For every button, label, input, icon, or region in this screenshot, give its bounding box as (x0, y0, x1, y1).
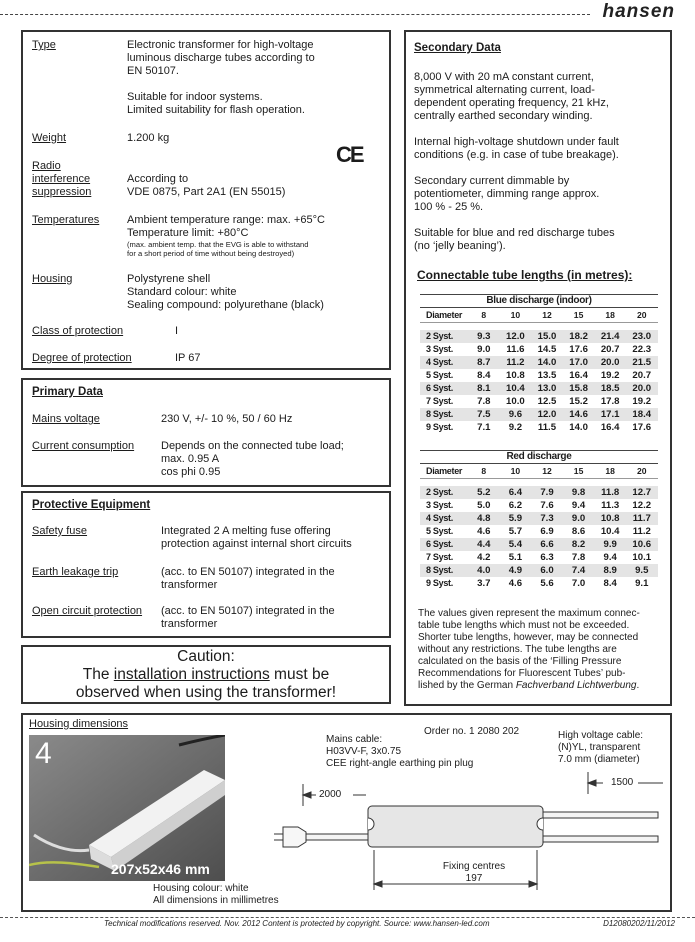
table-cell: 4.6 (508, 578, 523, 589)
table-cell: 9.2 (508, 422, 523, 433)
footer-note: Technical modifications reserved. Nov. 2012 Content is protected by copyright. Source: (104, 919, 414, 928)
fixing-line: Fixing centres (442, 861, 506, 872)
table-cell: 21.5 (632, 357, 652, 368)
table-cell: 13.0 (537, 383, 557, 394)
table-cell: 15.8 (569, 383, 588, 394)
header-cell: 10 (510, 310, 521, 320)
caution-title: Caution: (177, 648, 235, 665)
housing-label: Housing (32, 273, 73, 285)
table-cell: 7.4 (571, 565, 586, 576)
caution-text: The (82, 666, 114, 683)
table-cell: 9.4 (571, 500, 586, 511)
table-row (420, 356, 658, 369)
hv-cable-line: 7.0 mm (diameter) (558, 754, 640, 765)
table-row (420, 538, 658, 551)
note-line: The values given represent the maximum connec- (418, 608, 640, 619)
product-photo-illustration (29, 735, 225, 881)
row-label: 2 Syst. (426, 331, 453, 341)
table-cell: 12.5 (537, 396, 557, 407)
red-table-title: Red discharge (420, 450, 658, 464)
table-cell: 8.6 (571, 526, 586, 537)
row-label: 7 Syst. (426, 552, 453, 562)
table-cell: 7.1 (477, 422, 491, 433)
fuse-value (161, 525, 352, 551)
secondary-line: potentiometer, dimming range approx. (414, 188, 600, 200)
note-line: Shorter tube lengths, however, may be connected (418, 632, 639, 643)
table-cell: 9.8 (571, 487, 586, 498)
type-description (127, 39, 315, 117)
table-cell: 5.7 (508, 526, 523, 537)
brand-logo: hansen (602, 1, 675, 22)
fixing-centres (413, 861, 535, 885)
table-cell: 8.2 (571, 539, 586, 550)
table-cell: 5.6 (540, 578, 554, 589)
note-line: without any restrictions. The tube lengths are (418, 644, 617, 655)
table-cell: 3.7 (477, 578, 491, 589)
row-label: 2 Syst. (426, 487, 453, 497)
table-cell: 17.6 (569, 344, 588, 355)
mains-value: 230 V, +/- 10 %, 50 / 60 Hz (161, 413, 293, 425)
degree-label: Degree of protection (32, 352, 132, 364)
table-cell: 22.3 (632, 344, 652, 355)
current-line: cos phi 0.95 (161, 466, 221, 478)
table-cell: 8.4 (603, 578, 617, 589)
table-cell: 12.0 (506, 331, 525, 342)
class-value: I (175, 325, 179, 337)
protective-box (21, 491, 391, 638)
table-cell: 7.6 (540, 500, 554, 511)
current-value (161, 440, 344, 479)
temp-line: Temperature limit: +80°C (127, 227, 249, 239)
table-cell: 20.0 (600, 357, 620, 368)
blue-table-header (420, 308, 658, 323)
table-cell: 4.8 (477, 513, 491, 524)
table-row (420, 343, 658, 356)
earth-line: (acc. to EN 50107) integrated in the (161, 566, 335, 578)
radio-label-line: interference (32, 173, 91, 185)
table-cell: 20.7 (600, 344, 620, 355)
table-cell: 9.0 (571, 513, 586, 524)
secondary-line: 8,000 V with 20 mA constant current, (414, 71, 594, 83)
protective-heading: Protective Equipment (32, 499, 151, 511)
mains-cable-line: Mains cable: (326, 734, 383, 745)
footer-code: D12080202/11/2012 (603, 919, 675, 928)
temp-note: (max. ambient temp. that the EVG is able to withstand (127, 240, 309, 249)
open-label: Open circuit protection (32, 605, 143, 617)
open-value (161, 605, 335, 631)
table-cell: 6.0 (540, 565, 554, 576)
header-cell: 8 (481, 466, 487, 476)
housing-line: Sealing compound: polyurethane (black) (127, 299, 324, 311)
table-cell: 4.2 (477, 552, 491, 563)
radio-value-line: VDE 0875, Part 2A1 (EN 55015) (127, 186, 286, 198)
note-line (418, 680, 666, 692)
table-cell: 17.0 (569, 357, 588, 368)
row-label: 7 Syst. (426, 396, 453, 406)
fixing-line: 197 (465, 873, 483, 884)
current-line: Depends on the connected tube load; (161, 440, 344, 452)
table-cell: 5.2 (477, 487, 491, 498)
footer-rule (0, 917, 695, 918)
header-cell: 12 (542, 310, 552, 320)
red-table-body (420, 486, 658, 590)
secondary-line: conditions (e.g. in case of tube breakage). (414, 149, 619, 161)
table-cell: 10.4 (600, 526, 620, 537)
table-cell: 7.8 (477, 396, 491, 407)
row-label: 4 Syst. (426, 513, 453, 523)
blue-table-title: Blue discharge (indoor) (420, 294, 658, 308)
table-row (420, 408, 658, 421)
secondary-heading: Secondary Data (414, 42, 501, 54)
table-cell: 8.9 (603, 565, 617, 576)
table-cell: 9.4 (603, 552, 617, 563)
secondary-line: Internal high-voltage shutdown under fault (414, 136, 619, 148)
header-diameter: Diameter (426, 466, 463, 476)
secondary-line: Secondary current dimmable by (414, 175, 570, 187)
table-cell: 17.1 (600, 409, 620, 420)
table-cell: 6.6 (540, 539, 554, 550)
table-row (420, 577, 658, 590)
table-cell: 11.7 (632, 513, 651, 524)
tube-lengths-heading: Connectable tube lengths (in metres): (417, 268, 633, 282)
row-label: 5 Syst. (426, 526, 453, 536)
table-row (420, 330, 658, 343)
table-row (420, 499, 658, 512)
radio-value (127, 173, 285, 199)
table-cell: 8.1 (477, 383, 491, 394)
note-line: table tube lengths which must not be exceeded. (418, 620, 630, 631)
fuse-label: Safety fuse (32, 525, 88, 537)
housing-value (127, 273, 324, 312)
table-cell: 9.6 (508, 409, 523, 420)
table-cell: 9.3 (477, 331, 491, 342)
table-cell: 20.7 (632, 370, 652, 381)
hv-cable-line: High voltage cable: (558, 730, 644, 741)
product-photo (29, 735, 225, 881)
table-cell: 6.4 (508, 487, 523, 498)
table-cell: 7.3 (540, 513, 554, 524)
table-cell: 10.8 (506, 370, 525, 381)
housing-line: Polystyrene shell (127, 273, 211, 285)
type-box (21, 30, 391, 370)
table-cell: 10.1 (632, 552, 652, 563)
table-row (420, 395, 658, 408)
secondary-line: centrally earthed secondary winding. (414, 110, 593, 122)
table-cell: 10.0 (506, 396, 525, 407)
mains-cable-info (326, 734, 473, 770)
blue-discharge-table (420, 294, 658, 434)
table-cell: 13.5 (537, 370, 557, 381)
fuse-line: Integrated 2 A melting fuse offering (161, 525, 331, 537)
dimension-units: All dimensions in millimetres (153, 895, 279, 906)
housing-dims-heading: Housing dimensions (29, 718, 129, 730)
temp-note: for a short period of time without being destroyed) (127, 249, 295, 258)
earth-line: transformer (161, 579, 218, 591)
table-row (420, 486, 658, 499)
table-cell: 20.0 (632, 383, 652, 394)
radio-value-line: According to (127, 173, 189, 185)
table-cell: 11.5 (537, 422, 557, 433)
table-cell: 4.0 (477, 565, 491, 576)
table-cell: 12.2 (632, 500, 652, 511)
table-cell: 10.8 (600, 513, 620, 524)
row-label: 8 Syst. (426, 409, 453, 419)
secondary-line: (no ‘jelly beaning’). (414, 240, 506, 252)
table-cell: 11.2 (506, 357, 525, 368)
table-cell: 6.3 (540, 552, 554, 563)
secondary-line: 100 % - 25 %. (414, 201, 484, 213)
table-row (420, 512, 658, 525)
table-cell: 9.5 (635, 565, 649, 576)
degree-value: IP 67 (175, 352, 201, 364)
table-cell: 9.1 (635, 578, 649, 589)
primary-heading: Primary Data (32, 386, 103, 398)
secondary-line: symmetrical alternating current, load- (414, 84, 595, 96)
photo-number: 4 (35, 737, 52, 770)
table-cell: 6.9 (540, 526, 554, 537)
table-cell: 6.2 (508, 500, 523, 511)
table-cell: 14.0 (569, 422, 588, 433)
header-rule (0, 14, 590, 15)
temp-value (127, 214, 325, 258)
tube-note (418, 608, 666, 692)
table-row (420, 369, 658, 382)
class-label: Class of protection (32, 325, 124, 337)
header-cell: 18 (605, 466, 615, 476)
note-text: lished by the German (418, 680, 516, 691)
caution-text: must be (269, 666, 330, 683)
table-cell: 5.4 (508, 539, 523, 550)
current-line: max. 0.95 A (161, 453, 220, 465)
row-label: 6 Syst. (426, 383, 453, 393)
blue-table-body (420, 330, 658, 434)
weight-label: Weight (32, 132, 67, 144)
table-cell: 5.9 (508, 513, 523, 524)
row-label: 9 Syst. (426, 578, 453, 588)
table-cell: 10.4 (506, 383, 525, 394)
table-cell: 9.0 (477, 344, 491, 355)
housing-dimensions-box (21, 713, 672, 912)
housing-colour: Housing colour: white (153, 883, 249, 894)
table-cell: 18.5 (600, 383, 620, 394)
table-cell: 16.4 (600, 422, 620, 433)
current-label: Current consumption (32, 440, 135, 452)
table-cell: 8.4 (477, 370, 491, 381)
table-cell: 4.9 (508, 565, 523, 576)
primary-data-box (21, 378, 391, 487)
table-cell: 15.2 (569, 396, 588, 407)
dim-2000: 2000 (319, 789, 342, 800)
row-label: 5 Syst. (426, 370, 453, 380)
table-row (420, 421, 658, 434)
note-line: calculated on the basis of the ‘Filling Pressure (418, 656, 622, 667)
table-cell: 5.0 (477, 500, 491, 511)
red-table-header (420, 464, 658, 479)
open-line: (acc. to EN 50107) integrated in the (161, 605, 335, 617)
type-label: Type (32, 39, 56, 51)
secondary-line: Suitable for blue and red discharge tubes (414, 227, 615, 239)
footer-url[interactable]: www.hansen-led.com (413, 919, 490, 928)
mains-label: Mains voltage (32, 413, 100, 425)
row-label: 4 Syst. (426, 357, 453, 367)
table-cell: 11.8 (601, 487, 620, 498)
header-cell: 15 (573, 310, 584, 320)
table-cell: 16.4 (569, 370, 588, 381)
caution-line-2: observed when using the transformer! (75, 684, 337, 701)
header-cell: 12 (542, 466, 552, 476)
type-line: Electronic transformer for high-voltage (127, 39, 314, 51)
table-cell: 7.9 (540, 487, 554, 498)
header-diameter: Diameter (426, 310, 463, 320)
type-line: EN 50107. (127, 65, 179, 77)
table-row (420, 564, 658, 577)
table-cell: 11.6 (506, 344, 525, 355)
table-cell: 7.8 (571, 552, 586, 563)
table-cell: 17.6 (632, 422, 652, 433)
type-line: luminous discharge tubes according to (127, 52, 315, 64)
table-cell: 4.4 (477, 539, 491, 550)
earth-label: Earth leakage trip (32, 566, 119, 578)
header-cell: 8 (481, 310, 487, 320)
table-cell: 4.6 (477, 526, 491, 537)
table-cell: 15.0 (537, 331, 557, 342)
radio-label-line: suppression (32, 186, 92, 198)
table-cell: 12.7 (632, 487, 652, 498)
secondary-text (414, 71, 666, 253)
table-cell: 18.2 (569, 331, 588, 342)
note-line: Recommendations for Fluorescent Tubes’ pub- (418, 668, 626, 679)
header-cell: 20 (636, 310, 647, 320)
table-cell: 7.5 (477, 409, 491, 420)
table-cell: 21.4 (600, 331, 620, 342)
note-text: . (636, 680, 640, 691)
radio-label (32, 160, 91, 199)
row-label: 3 Syst. (426, 500, 453, 510)
table-cell: 14.6 (569, 409, 588, 420)
indoor-line: Suitable for indoor systems. (127, 91, 263, 103)
ce-mark: CE (336, 142, 363, 167)
note-italic: Fachverband Lichtwerbung (515, 680, 637, 691)
row-label: 9 Syst. (426, 422, 453, 432)
row-label: 8 Syst. (426, 565, 453, 575)
weight-value: 1.200 kg (127, 132, 170, 144)
table-cell: 10.6 (632, 539, 652, 550)
open-line: transformer (161, 618, 218, 630)
table-cell: 19.2 (632, 396, 652, 407)
table-cell: 12.0 (537, 409, 557, 420)
temp-label: Temperatures (32, 214, 100, 226)
mains-cable-line: H03VV-F, 3x0.75 (326, 746, 402, 757)
earth-value (161, 566, 335, 592)
hv-cable-info (558, 730, 643, 766)
table-cell: 7.0 (571, 578, 586, 589)
table-cell: 11.3 (601, 500, 620, 511)
table-cell: 23.0 (632, 331, 652, 342)
indoor-line: Limited suitability for flash operation. (127, 104, 305, 116)
table-row (420, 551, 658, 564)
mains-cable-line: CEE right-angle earthing pin plug (326, 758, 474, 769)
table-cell: 9.9 (603, 539, 617, 550)
secondary-line: dependent operating frequency, 21 kHz, (414, 97, 609, 109)
photo-dimensions: 207x52x46 mm (111, 861, 210, 877)
caution-box (21, 645, 391, 704)
row-label: 3 Syst. (426, 344, 453, 354)
table-cell: 17.8 (600, 396, 620, 407)
table-cell: 19.2 (600, 370, 620, 381)
radio-label-line: Radio (32, 160, 61, 172)
dim-1500: 1500 (611, 777, 634, 788)
table-row (420, 525, 658, 538)
red-discharge-table (420, 450, 658, 590)
table-cell: 11.2 (632, 526, 651, 537)
installation-instructions-link[interactable]: installation instructions (113, 666, 270, 683)
order-number: Order no. 1 2080 202 (424, 726, 520, 737)
temp-line: Ambient temperature range: max. +65°C (127, 214, 325, 226)
table-cell: 5.1 (508, 552, 523, 563)
header-cell: 18 (605, 310, 615, 320)
table-cell: 8.7 (477, 357, 491, 368)
table-cell: 14.5 (537, 344, 557, 355)
fuse-line: protection against internal short circuits (161, 538, 352, 550)
header-cell: 10 (510, 466, 521, 476)
table-cell: 18.4 (632, 409, 652, 420)
housing-line: Standard colour: white (127, 286, 237, 298)
table-row (420, 382, 658, 395)
footer-text (104, 919, 490, 928)
header-cell: 15 (573, 466, 584, 476)
table-cell: 14.0 (537, 357, 557, 368)
hv-cable-line: (N)YL, transparent (558, 742, 641, 753)
caution-line-1 (23, 666, 389, 684)
row-label: 6 Syst. (426, 539, 453, 549)
header-cell: 20 (636, 466, 647, 476)
